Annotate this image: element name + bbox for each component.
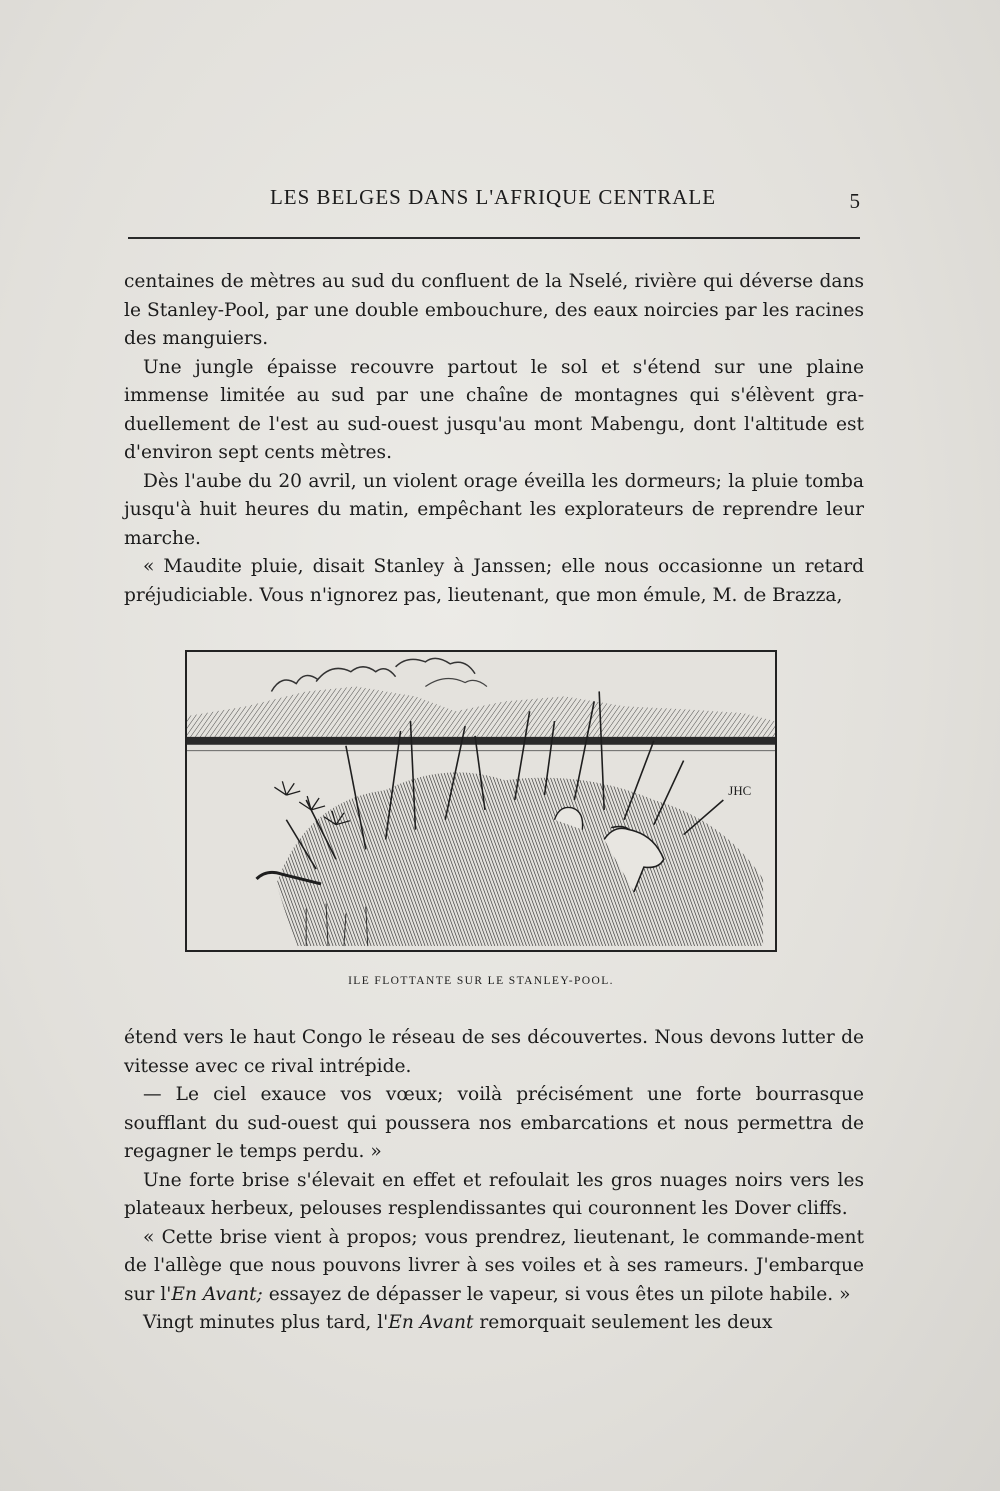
text-block-bottom: [124, 1024, 864, 1338]
ship-name: En Avant: [388, 1312, 474, 1333]
cloud: [271, 676, 318, 692]
island-vegetation: [276, 772, 763, 946]
text-run: Vingt minutes plus tard, l': [143, 1312, 389, 1333]
monogram: JHC: [728, 784, 752, 799]
engraving-drawing: [187, 652, 775, 950]
header-rule: [128, 237, 860, 239]
paragraph: Une forte brise s'élevait en effet et refoulait les gros nuages noirs vers les plateaux herbeux, pelouses resplendissantes qui couronnent les Dover cliffs.: [124, 1169, 864, 1219]
page-header: [128, 183, 860, 213]
paragraph: [124, 1224, 864, 1310]
engraving-illustration: [185, 650, 777, 952]
paragraph: « Maudite pluie, disait Stanley à Janssen; elle nous occasionne un retard préjudiciable. Vous n'ignorez pas, lieutenant, que mon émule, M. de Brazza,: [124, 556, 864, 606]
paragraph: Une jungle épaisse recouvre partout le sol et s'étend sur une plaine immense limitée au sud par une chaîne de montagnes qui s'élèvent gra-duellement de l'est au sud-ouest jusqu'au mont Mabengu, dont l'altitude est d'environ sept cents mètres.: [124, 356, 864, 463]
page-number: 5: [849, 189, 860, 213]
text-run: remorquait seulement les deux: [473, 1312, 773, 1333]
ship-name: En Avant;: [171, 1283, 263, 1305]
paragraph: Dès l'aube du 20 avril, un violent orage éveilla les dormeurs; la pluie tomba jusqu'à huit heures du matin, empêchant les explorateurs de reprendre leur marche.: [124, 470, 864, 549]
paragraph: centaines de mètres au sud du confluent de la Nselé, rivière qui déverse dans le Stanley-Pool, par une double embouchure, des eaux noircies par les racines des manguiers.: [124, 271, 864, 349]
cloud: [425, 678, 487, 686]
paragraph: étend vers le haut Congo le réseau de ses découvertes. Nous devons lutter de vitesse avec ce rival intrépide.: [124, 1027, 864, 1077]
paragraph: — Le ciel exauce vos vœux; voilà précisément une forte bourrasque soufflant du sud-ouest qui poussera nos embarcations et nous permettra de regagner le temps perdu. »: [124, 1084, 864, 1162]
text-block-top: [124, 268, 864, 610]
running-title: LES BELGES DANS L'AFRIQUE CENTRALE: [269, 185, 717, 209]
hills: [187, 687, 775, 743]
shoreline: [187, 737, 775, 745]
cloud: [396, 658, 475, 673]
illustration-caption: ILE FLOTTANTE SUR LE STANLEY-POOL.: [348, 975, 614, 987]
text-run: essayez de dépasser le vapeur, si vous êtes un pilote habile. »: [262, 1283, 851, 1305]
cloud: [316, 667, 395, 682]
paragraph: [124, 1309, 864, 1338]
text-run: « Cette brise vient à propos; vous prendrez, lieutenant, le commande-ment de l'allège que nous pouvons livrer à ses voiles et à ses rameurs. J'embarque sur l': [124, 1226, 864, 1305]
